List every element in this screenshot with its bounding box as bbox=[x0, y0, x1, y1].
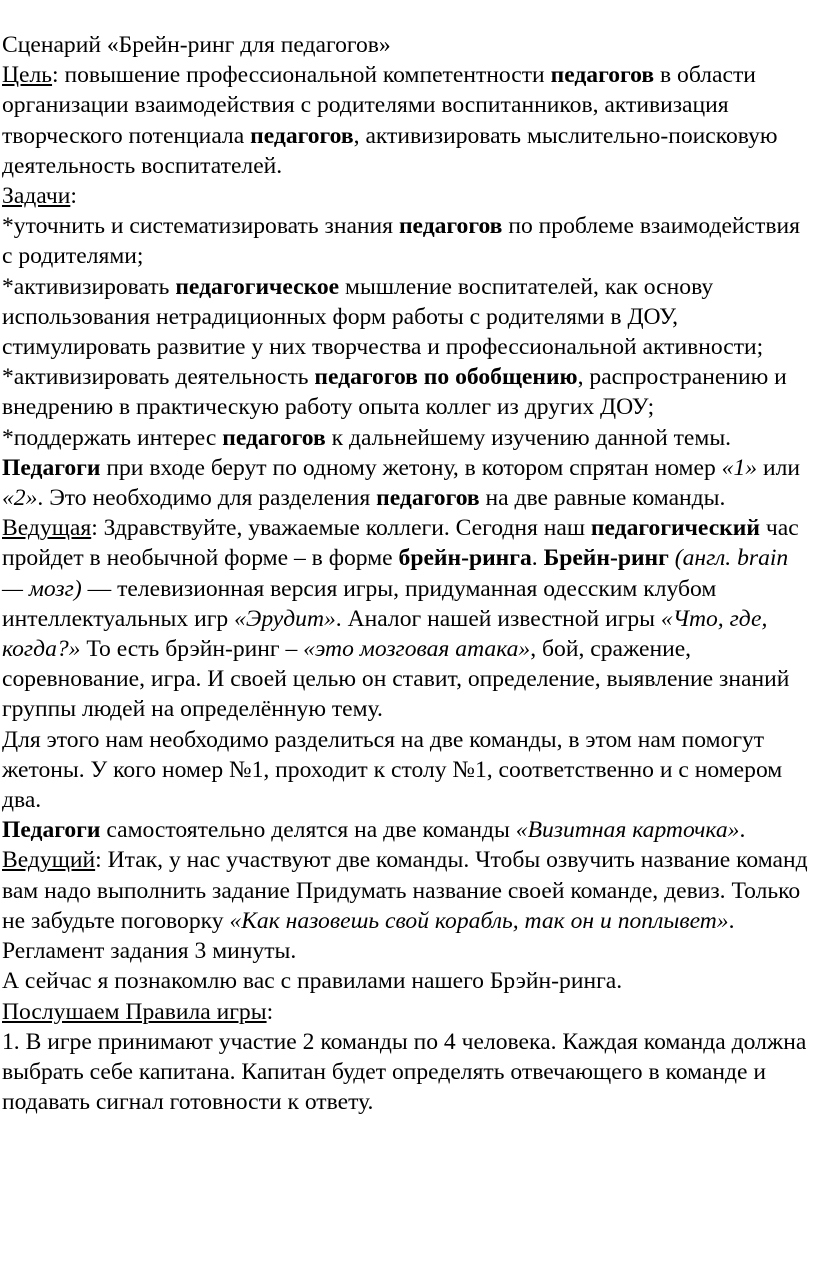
tasks-heading: Задачи: bbox=[2, 183, 77, 210]
tasks-label: Задачи bbox=[2, 183, 71, 210]
task-item: *активизировать педагогическое мышление воспитателей, как основу использования нетрадиционных форм работы с родителями в ДОУ, стимулировать развитие у них творчества и профессиональной активности; bbox=[2, 273, 764, 361]
task-item: *активизировать деятельность педагогов по обобщению, распространению и внедрению в практическую работу опыта коллег из других ДОУ; bbox=[2, 364, 787, 421]
task-item: *поддержать интерес педагогов к дальнейшему изучению данной темы. bbox=[2, 424, 732, 451]
host-label: Ведущий bbox=[2, 847, 96, 874]
document-title: Сценарий «Брейн-ринг для педагогов» bbox=[2, 32, 391, 58]
divide-paragraph: Для этого нам необходимо разделиться на две команды, в этом нам помогут жетоны. У кого номер №1, проходит к столу №1, соответственно и с номером два. bbox=[2, 726, 783, 814]
tokens-paragraph: Педагоги при входе берут по одному жетону, в котором спрятан номер «1» или «2». Это необходимо для разделения педагогов на две равные команды. bbox=[2, 454, 800, 512]
task-item: *уточнить и систематизировать знания педагогов по проблеме взаимодействия с родителями; bbox=[2, 213, 800, 270]
goal-paragraph: Цель: повышение профессиональной компетентности педагогов в области организации взаимодействия с родителями воспитанников, активизация творческого потенциала педагогов, активизировать мыслительно-поисковую деятельность воспитателей. bbox=[2, 62, 778, 179]
rule-item: 1. В игре принимают участие 2 команды по 4 человека. Каждая команда должна выбрать себе капитана. Капитан будет определять отвечающего в команде и подавать сигнал готовности к ответу. bbox=[2, 1028, 807, 1116]
rules-heading: Послушаем Правила игры: bbox=[2, 998, 274, 1025]
rules-intro-paragraph: А сейчас я познакомлю вас с правилами нашего Брэйн-ринга. bbox=[2, 968, 623, 995]
host-label: Ведущая bbox=[2, 515, 92, 542]
host-intro-paragraph: Ведущая: Здравствуйте, уважаемые коллеги. Сегодня наш педагогический час пройдет в необычной форме – в форме брейн-ринга. Брейн-ринг (англ. brain — мозг) — телевизионная версия игры, придуманная одесским клубом интеллектуальных игр «Эрудит». Аналог нашей известной игры «Что, где, когда?» То есть брэйн-ринг – «это мозговая атака», бой, сражение, соревнование, игра. И своей целью он ставит, определение, выявление знаний группы людей на определённую тему. bbox=[2, 515, 799, 723]
rules-label: Послушаем Правила игры bbox=[2, 998, 267, 1025]
split-paragraph: Педагоги самостоятельно делятся на две команды «Визитная карточка». Ведущий: Итак, у нас участвуют две команды. Чтобы озвучить название команд вам надо выполнить задание Придумать название своей команде, девиз. Только не забудьте поговорку «Как назовешь свой корабль, так он и поплывет». Регламент задания 3 минуты. bbox=[2, 817, 808, 965]
goal-label: Цель bbox=[2, 62, 53, 89]
